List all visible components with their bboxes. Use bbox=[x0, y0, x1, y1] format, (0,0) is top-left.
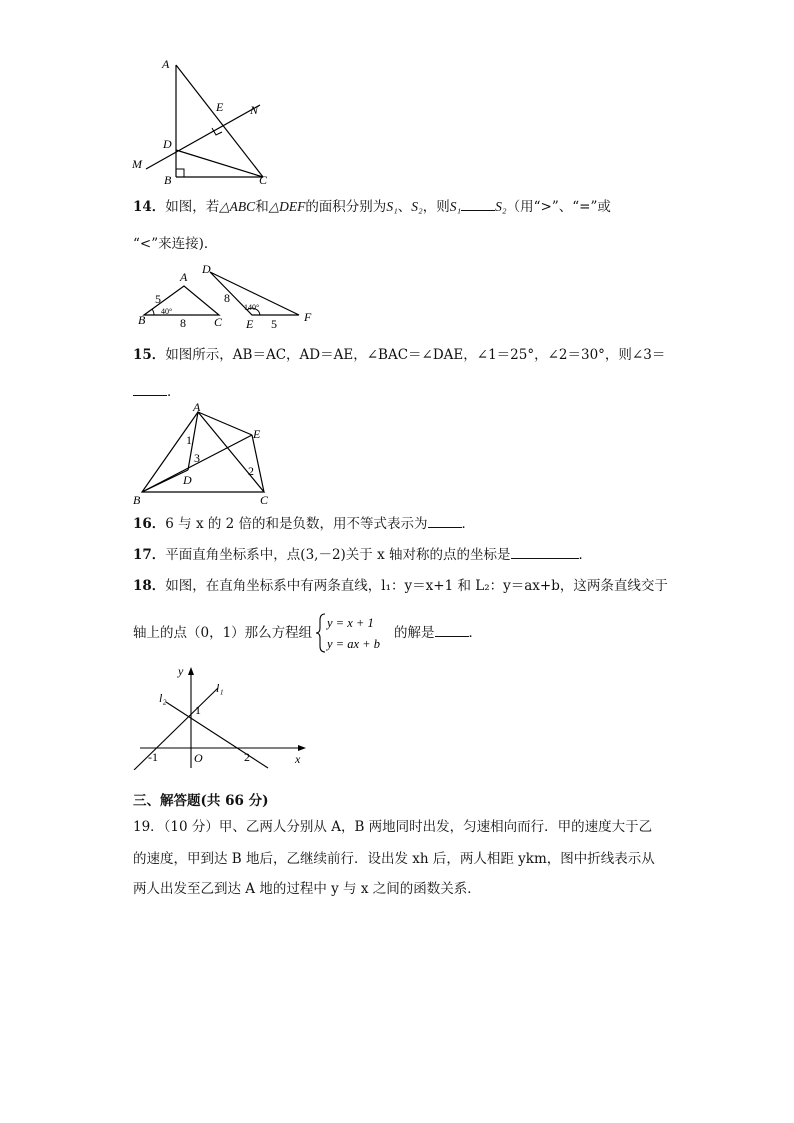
fig15-label-a: A bbox=[193, 400, 201, 414]
q18-number: 18． bbox=[133, 578, 166, 594]
fig15-angle-2: 2 bbox=[248, 464, 254, 478]
q19-line3: 两人出发至乙到达 A 地的过程中 y 与 x 之间的函数关系． bbox=[133, 881, 481, 897]
fig15-angle-3: 3 bbox=[194, 451, 200, 465]
q17-end: ． bbox=[578, 547, 592, 563]
angle-arc-b bbox=[152, 309, 154, 315]
fig18-label-l2: l₂ bbox=[159, 691, 167, 705]
fig14-side-ef: 5 bbox=[271, 317, 277, 331]
q14-then: ，则 bbox=[422, 199, 450, 215]
q18-line2-b bbox=[394, 624, 482, 642]
x-axis-arrow-icon bbox=[298, 745, 306, 751]
q18-answer-blank[interactable] bbox=[435, 624, 469, 637]
label-b: B bbox=[164, 173, 172, 187]
q14-triangle-def: △DEF bbox=[268, 199, 306, 214]
q14-number: 14． bbox=[133, 199, 166, 215]
q16-end: ． bbox=[461, 516, 476, 532]
fig14-label-d: D bbox=[202, 262, 211, 276]
q14-and: 和 bbox=[255, 199, 269, 215]
fig14-angle-e: 140° bbox=[244, 303, 260, 312]
fig14-angle-b: 40° bbox=[161, 307, 173, 316]
fig15-label-c: C bbox=[260, 493, 269, 507]
fig14-label-b: B bbox=[138, 313, 146, 327]
q18-text1: 如图，在直角坐标系中有两条直线，l₁：y＝x+1 和 L₂：y＝ax+b，这两条直线交于 bbox=[165, 578, 668, 594]
label-e: E bbox=[216, 100, 224, 114]
q16-text: 6 与 x 的 2 倍的和是负数，用不等式表示为 bbox=[165, 516, 428, 532]
q14-s2: S₂ bbox=[411, 199, 423, 214]
q14-triangle-abc: △ABC bbox=[219, 199, 256, 214]
q14-line2: “<”来连接)． bbox=[133, 236, 218, 252]
q14-text-b: 的面积分别为 bbox=[305, 199, 387, 215]
q14-answer-blank[interactable] bbox=[461, 198, 495, 211]
q16-line bbox=[133, 515, 475, 533]
label-a: A bbox=[162, 57, 170, 71]
q17-number: 17． bbox=[133, 547, 166, 563]
q15-number: 15． bbox=[133, 347, 166, 363]
fig14-side-ab: 5 bbox=[155, 292, 161, 306]
line-l2 bbox=[166, 702, 268, 768]
q17-line bbox=[133, 546, 592, 564]
brace-icon bbox=[316, 614, 325, 652]
q15-line1 bbox=[133, 346, 665, 364]
q19-line1: 19．（10 分）甲、乙两人分别从 A，B 两地同时出发，匀速相向而行．甲的速度大于乙 bbox=[133, 819, 653, 835]
q18-line1 bbox=[133, 577, 668, 595]
q15-answer-blank[interactable] bbox=[133, 383, 167, 396]
fig15-angle-1: 1 bbox=[186, 433, 192, 447]
fig14-label-c: C bbox=[214, 315, 223, 329]
triangle-abc-outline bbox=[142, 412, 264, 492]
figure-triangles-abc-ade bbox=[128, 400, 288, 510]
q14-s1-compare: S₁ bbox=[449, 199, 462, 214]
label-c: C bbox=[259, 173, 268, 187]
line-l1 bbox=[134, 688, 218, 770]
fig18-label-2: 2 bbox=[244, 750, 250, 764]
fig18-label-y: y bbox=[178, 664, 184, 678]
fig18-label-o: O bbox=[194, 751, 203, 765]
q15-line2 bbox=[133, 383, 181, 401]
segment-ac bbox=[176, 65, 263, 177]
q14-text-a: 如图，若 bbox=[165, 199, 220, 215]
fig15-label-d: D bbox=[183, 473, 192, 487]
fig15-label-e: E bbox=[253, 427, 261, 441]
figure-coordinate-lines bbox=[130, 660, 315, 770]
label-d: D bbox=[163, 137, 172, 151]
q14-line1 bbox=[133, 198, 611, 216]
q14-paren: （用“>”、“=”或 bbox=[506, 199, 611, 215]
fig18-label-x: x bbox=[295, 752, 301, 766]
right-angle-mark-b bbox=[176, 169, 184, 177]
q19-line2: 的速度，甲到达 B 地后，乙继续前行．设出发 xh 后，两人相距 ykm，图中折线表示从 bbox=[133, 851, 655, 867]
segment-dc bbox=[176, 150, 263, 177]
equation-2: y = ax + b bbox=[327, 637, 380, 651]
label-n: N bbox=[250, 103, 259, 117]
q15-end: ． bbox=[167, 384, 181, 400]
fig14-side-bc: 8 bbox=[180, 316, 186, 330]
q14-s2-compare: S₂ bbox=[495, 199, 507, 214]
q15-text: 如图所示，AB＝AC，AD＝AE，∠BAC＝∠DAE，∠1＝25°，∠2＝30°，则∠3＝ bbox=[165, 347, 666, 363]
fig15-label-b: B bbox=[133, 493, 141, 507]
fig14-label-e: E bbox=[246, 317, 254, 331]
section-title: 三、解答题(共 66 分) bbox=[133, 793, 269, 809]
segment-ae bbox=[198, 412, 252, 435]
q17-text: 平面直角坐标系中，点(3,－2)关于 x 轴对称的点的坐标是 bbox=[165, 547, 511, 563]
q18-end: ． bbox=[468, 625, 482, 641]
equation-system bbox=[316, 612, 396, 654]
q14-s1: S₁ bbox=[386, 199, 398, 214]
equation-1: y = x + 1 bbox=[327, 616, 374, 630]
q18-line2-a: 轴上的点（0，1）那么方程组 bbox=[133, 625, 313, 641]
fig18-label-l1: l₁ bbox=[216, 681, 224, 695]
q14-sep: 、 bbox=[397, 199, 412, 215]
figure-two-triangles bbox=[134, 260, 324, 332]
figure-right-triangle-mn bbox=[128, 52, 288, 192]
q18-text2b: 的解是 bbox=[394, 625, 435, 641]
q17-answer-blank[interactable] bbox=[511, 546, 579, 559]
fig14-label-f: F bbox=[304, 310, 312, 324]
fig18-label-1: 1 bbox=[195, 703, 201, 717]
q16-number: 16． bbox=[133, 516, 166, 532]
fig14-side-de: 8 bbox=[224, 291, 230, 305]
fig14-label-a: A bbox=[180, 270, 188, 284]
y-axis-arrow-icon bbox=[188, 667, 194, 675]
q16-answer-blank[interactable] bbox=[428, 515, 462, 528]
label-m: M bbox=[132, 157, 142, 171]
fig18-label-neg1: -1 bbox=[148, 750, 158, 764]
